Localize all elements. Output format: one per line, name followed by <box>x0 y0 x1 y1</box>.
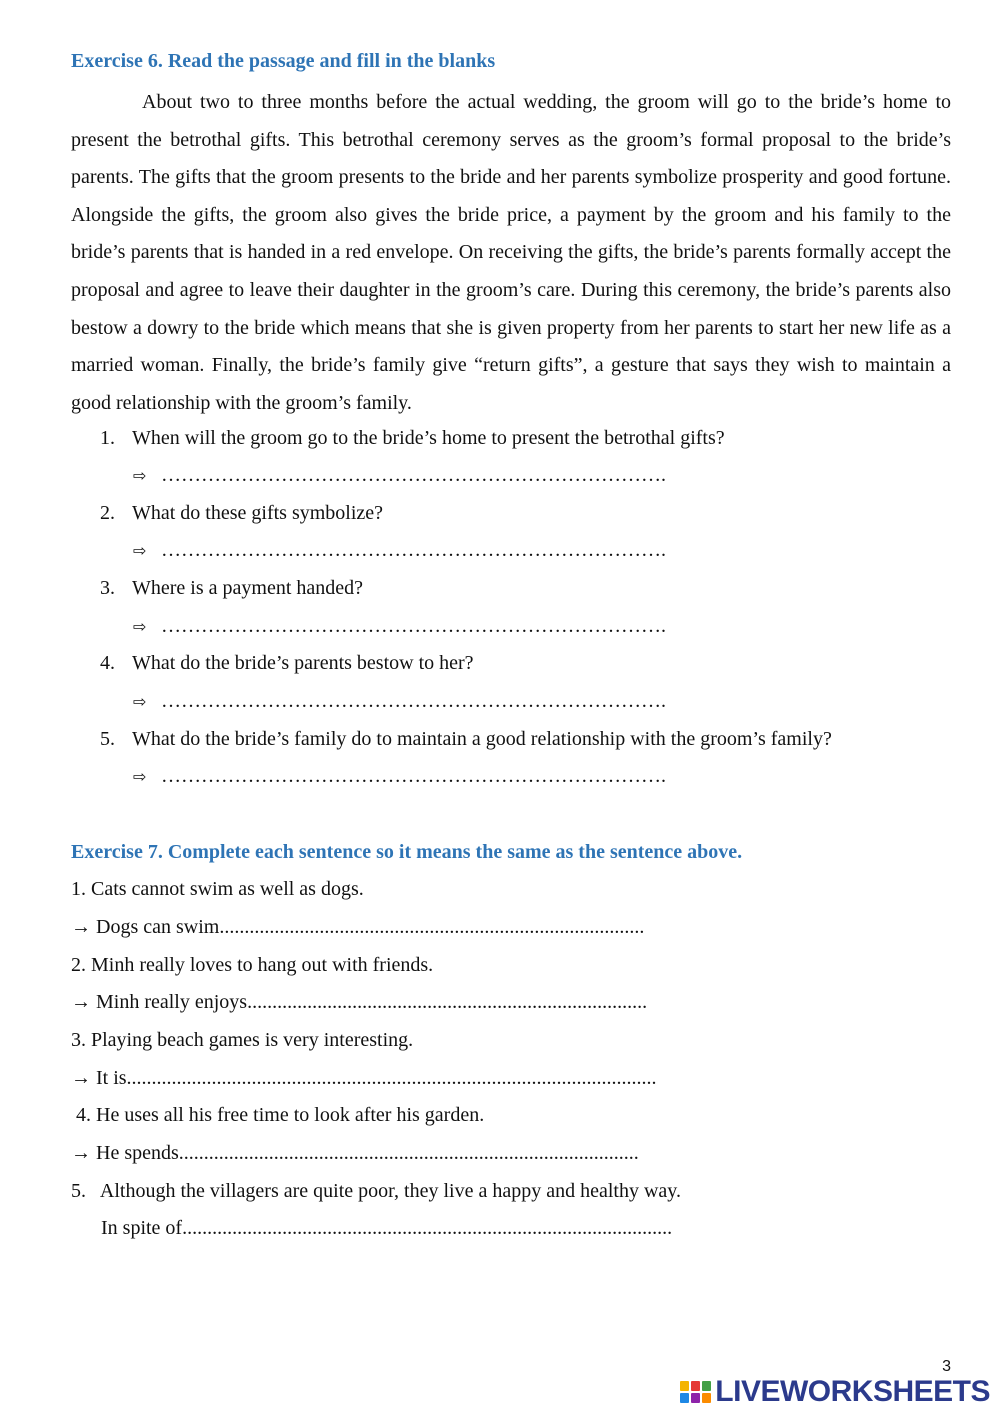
question-number: 4. <box>100 652 115 674</box>
answer-line-5[interactable] <box>133 763 666 790</box>
ex7-answer-3[interactable]: → It is.......................................................................................................... <box>71 1067 657 1089</box>
arrow-icon: ⇨ <box>133 466 147 485</box>
ex7-answer-5[interactable]: In spite of.................................................................................................. <box>101 1217 673 1239</box>
question-number: 2. <box>100 502 115 524</box>
reading-passage: About two to three months before the actual wedding, the groom will go to the bride’s home to present the betrothal gifts. This betrothal ceremony serves as the groom’s formal proposal to the bride’s parents. The gifts that the groom presents to the bride and her parents symbolize prosperity and good fortune. Alongside the gifts, the groom also gives the bride price, a payment by the groom and his family to the bride’s parents that is handed in a red envelope. On receiving the gifts, the bride’s parents formally accept the proposal and agree to leave their daughter in the groom’s care. During this ceremony, the bride’s parents also bestow a dowry to the bride which means that she is given property from her parents to start her new life as a married woman. Finally, the bride’s family give “return gifts”, a gesture that says they wish to maintain a good relationship with the groom’s family. <box>71 91 951 414</box>
question-3 <box>100 575 363 601</box>
question-text: What do the bride’s family do to maintain a good relationship with the groom’s family? <box>132 728 832 750</box>
arrow-icon: ⇨ <box>133 617 147 636</box>
answer-blank[interactable]: …………………………………………………………………. <box>161 765 666 787</box>
exercise-6-heading: Exercise 6. Read the passage and fill in the blanks <box>71 50 496 72</box>
ex7-answer-4[interactable]: → He spends............................................................................................ <box>71 1142 639 1164</box>
ex7-sentence-1: 1. Cats cannot swim as well as dogs. <box>71 878 364 900</box>
ex7-sentence-5: 5. Although the villagers are quite poor, they live a happy and healthy way. <box>71 1180 681 1202</box>
ex7-sentence-2: 2. Minh really loves to hang out with friends. <box>71 954 434 976</box>
arrow-icon: ⇨ <box>133 541 147 560</box>
ex7-sentence-3: 3. Playing beach games is very interesting. <box>71 1029 414 1051</box>
answer-line-1[interactable] <box>133 462 666 489</box>
answer-blank[interactable]: …………………………………………………………………. <box>161 464 666 486</box>
question-text: What do these gifts symbolize? <box>132 502 384 524</box>
question-number: 1. <box>100 427 115 449</box>
question-number: 3. <box>100 577 115 599</box>
ex7-answer-1[interactable]: → Dogs can swim..................................................................................... <box>71 916 645 938</box>
answer-blank[interactable]: …………………………………………………………………. <box>161 690 666 712</box>
logo-icon <box>680 1381 711 1403</box>
question-5 <box>100 726 832 752</box>
question-text: When will the groom go to the bride’s home to present the betrothal gifts? <box>132 427 725 449</box>
answer-blank[interactable]: …………………………………………………………………. <box>161 615 666 637</box>
question-text: What do the bride’s parents bestow to her? <box>132 652 474 674</box>
page-number: 3 <box>942 1358 951 1375</box>
arrow-icon: ⇨ <box>133 767 147 786</box>
answer-line-4[interactable] <box>133 688 666 715</box>
answer-blank[interactable]: …………………………………………………………………. <box>161 539 666 561</box>
question-2 <box>100 500 383 526</box>
question-text: Where is a payment handed? <box>132 577 364 599</box>
question-4 <box>100 650 474 676</box>
question-1 <box>100 425 725 451</box>
ex7-sentence-4: 4. He uses all his free time to look after his garden. <box>71 1104 485 1126</box>
question-number: 5. <box>100 728 115 750</box>
liveworksheets-logo <box>680 1376 990 1408</box>
arrow-icon: ⇨ <box>133 692 147 711</box>
answer-line-3[interactable] <box>133 613 666 640</box>
exercise-7-heading: Exercise 7. Complete each sentence so it means the same as the sentence above. <box>71 841 743 863</box>
ex7-answer-2[interactable]: → Minh really enjoys................................................................................ <box>71 991 648 1013</box>
answer-line-2[interactable] <box>133 537 666 564</box>
brand-name: LIVEWORKSHEETS <box>715 1375 990 1408</box>
